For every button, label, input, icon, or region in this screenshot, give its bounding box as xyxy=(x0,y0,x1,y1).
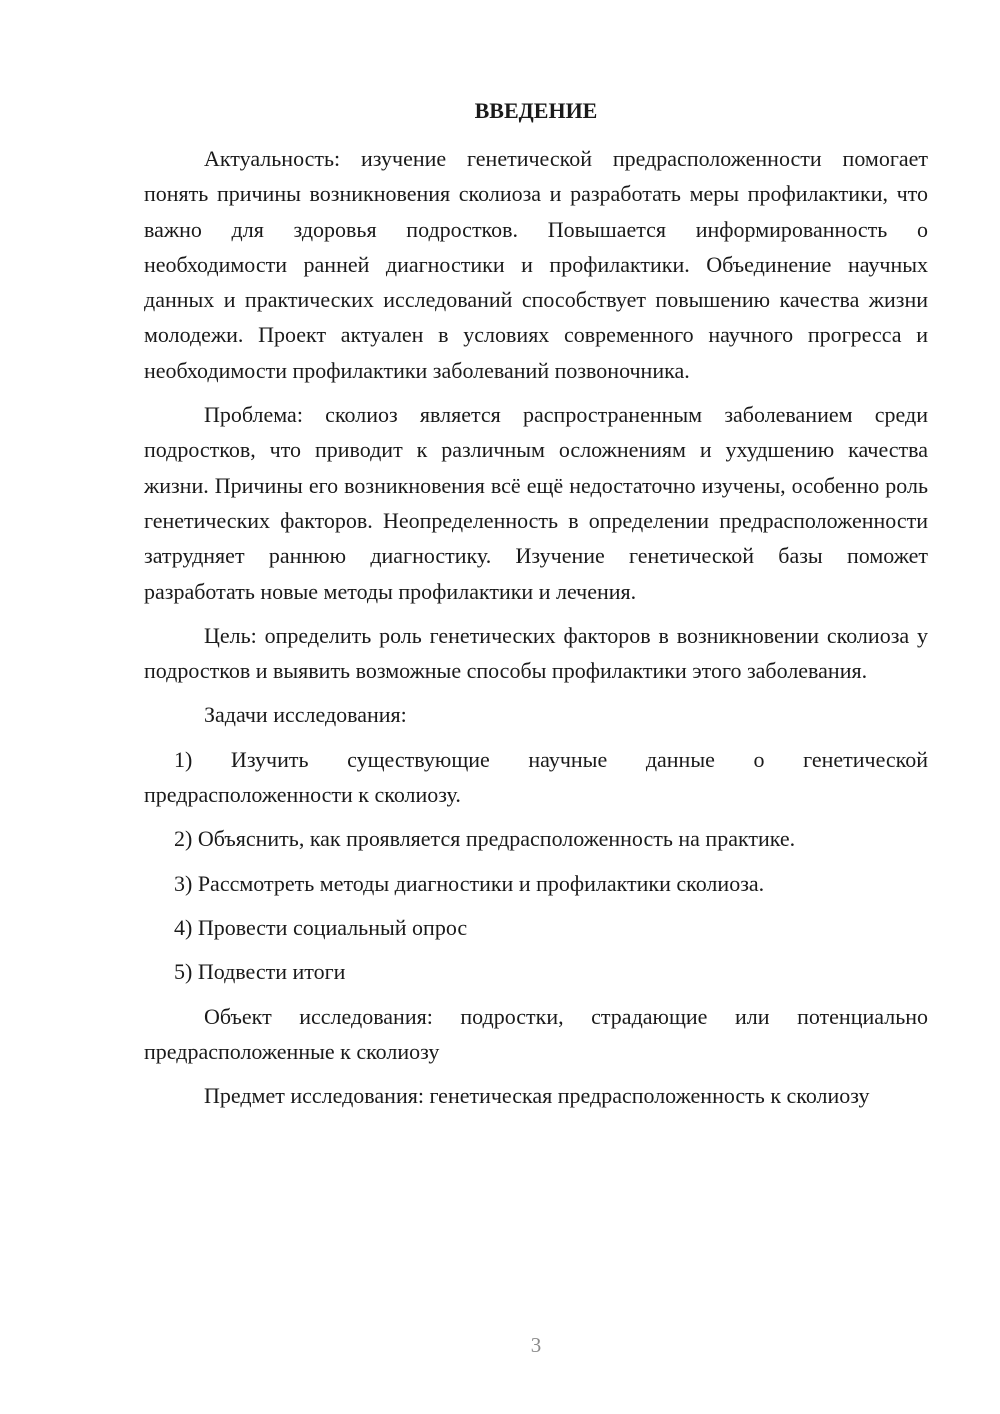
paragraph-problem: Проблема: сколиоз является распространенным заболеванием среди подростков, что приводит к различным осложнениям и ухудшению качества жизни. Причины его возникновения всё ещё недостаточно изучены, особенно роль генетических факторов. Неопределенность в определении предрасположенности затрудняет раннюю диагностику. Изучение генетической базы поможет разработать новые методы профилактики и лечения. xyxy=(144,402,928,604)
paragraph-object: Объект исследования: подростки, страдающие или потенциально предрасположенные к сколиозу xyxy=(144,1003,928,1064)
paragraph-relevance: Актуальность: изучение генетической предрасположенности помогает понять причины возникновения сколиоза и разработать меры профилактики, что важно для здоровья подростков. Повышается информированность о необходимости ранней диагностики и профилактики. Объединение научных данных и практических исследований способствует повышению качества жизни молодежи. Проект актуален в условиях современного научного прогресса и необходимости профилактики заболеваний позвоночника. xyxy=(144,146,928,383)
task-item-2: 2) Объяснить, как проявляется предрасположенность на практике. xyxy=(174,826,796,852)
page-content xyxy=(144,93,928,1122)
task-item-1: 1) Изучить существующие научные данные о генетической предрасположенности к сколиозу. xyxy=(144,746,928,808)
task-item-5: 5) Подвести итоги xyxy=(174,959,346,985)
paragraph-subject: Предмет исследования: генетическая предрасположенность к сколиозу xyxy=(204,1083,870,1109)
page-title: ВВЕДЕНИЕ xyxy=(474,98,598,123)
task-item-4: 4) Провести социальный опрос xyxy=(174,914,468,940)
task-item-3: 3) Рассмотреть методы диагностики и профилактики сколиоза. xyxy=(174,870,765,896)
tasks-heading: Задачи исследования: xyxy=(204,702,407,728)
page-number: 3 xyxy=(530,1333,542,1357)
paragraph-goal: Цель: определить роль генетических факторов в возникновении сколиоза у подростков и выявить возможные способы профилактики этого заболевания. xyxy=(144,622,928,684)
